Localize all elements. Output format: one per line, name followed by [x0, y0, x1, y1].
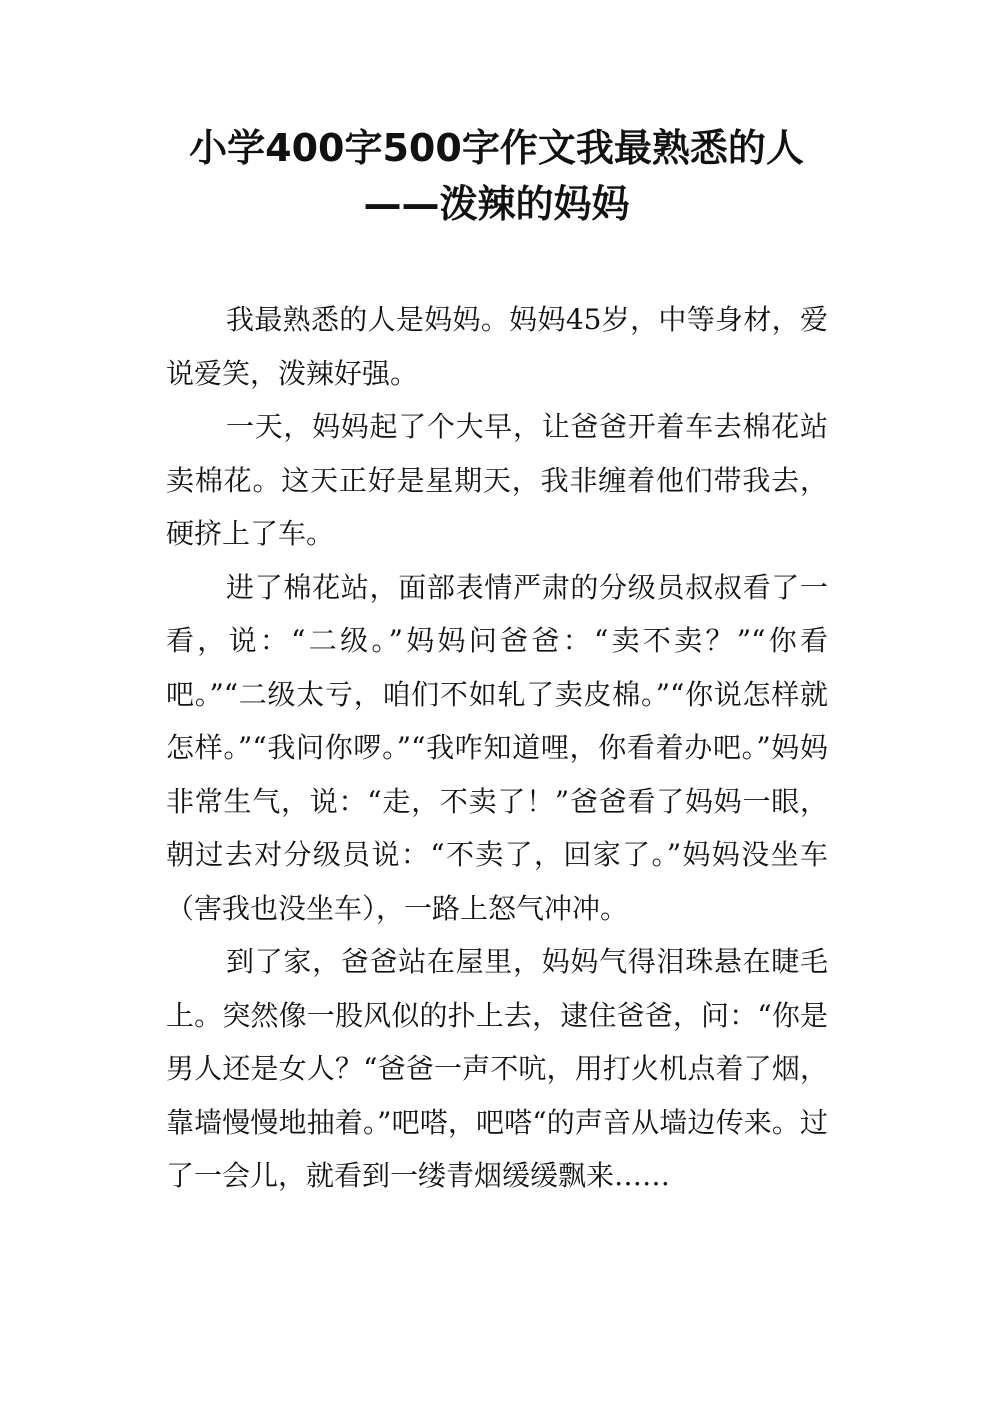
title-line-1: 小学400字500字作文我最熟悉的人: [189, 126, 804, 170]
document-title: [120, 120, 873, 232]
title-line-2: ——泼辣的妈妈: [363, 182, 630, 226]
paragraph-3: 进了棉花站，面部表情严肃的分级员叔叔看了一看，说：“二级。”妈妈问爸爸：“卖不卖？”“你看吧。”“二级太亏，咱们不如轧了卖皮棉。”“你说怎样就怎样。”“我问你啰。”“我咋知道哩，你看着办吧。”妈妈非常生气，说：“走，不卖了！”爸爸看了妈妈一眼，朝过去对分级员说：“不卖了，回家了。”妈妈没坐车（害我也没坐车），一路上怒气冲冲。: [166, 570, 828, 925]
paragraph-1: 我最熟悉的人是妈妈。妈妈45岁，中等身材，爱说爱笑，泼辣好强。: [166, 303, 828, 390]
paragraph-2: 一天，妈妈起了个大早，让爸爸开着车去棉花站卖棉花。这天正好是星期天，我非缠着他们带我去，硬挤上了车。: [166, 410, 828, 550]
paragraph-4: 到了家，爸爸站在屋里，妈妈气得泪珠悬在睫毛上。突然像一股风似的扑上去，逮住爸爸，问：“你是男人还是女人？“爸爸一声不吭，用打火机点着了烟，靠墙慢慢地抽着。”吧嗒，吧嗒“的声音从墙边传来。过了一会儿，就看到一缕青烟缓缓飘来……: [166, 945, 828, 1192]
document-body: [166, 293, 828, 1203]
